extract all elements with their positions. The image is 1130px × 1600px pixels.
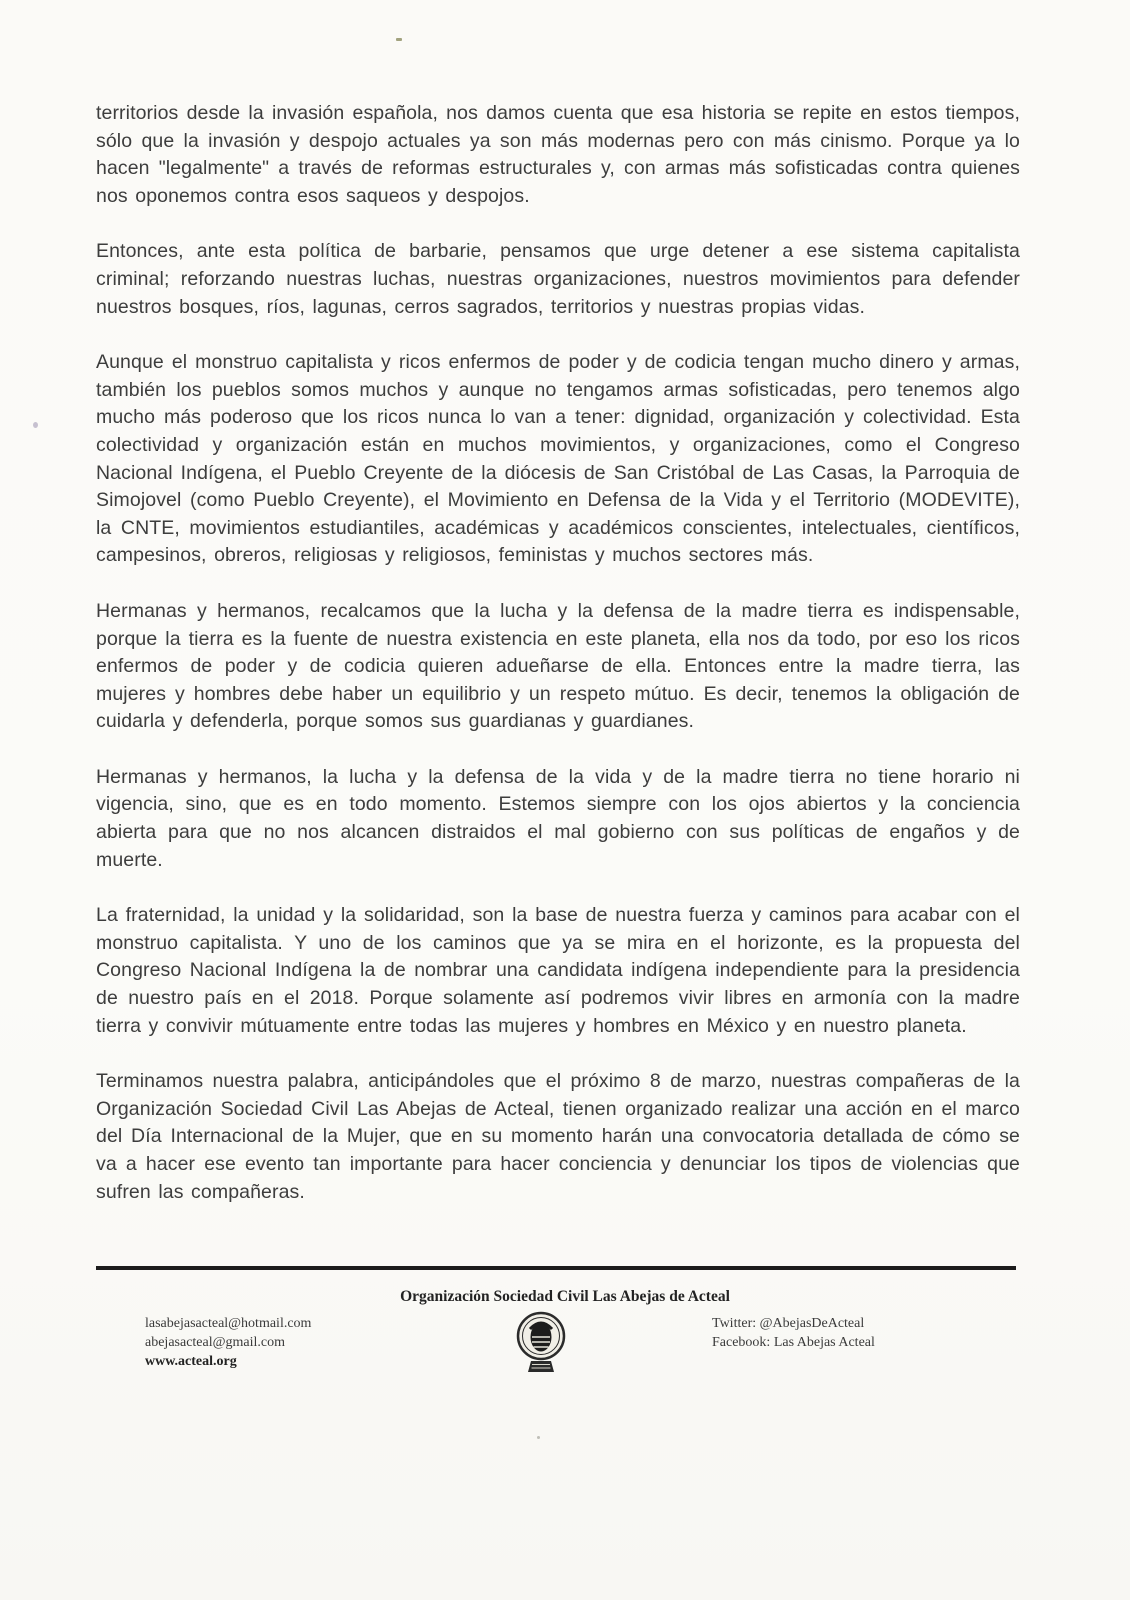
body-paragraph: Hermanas y hermanos, la lucha y la defensa de la vida y de la madre tierra no tiene horario ni vigencia, sino, que es en todo momento. Estemos siempre con los ojos abiertos y la conciencia abierta para que no nos alcancen distraidos el mal gobierno con sus políticas de engaños y de muerte.: [96, 765, 1020, 871]
footer-org-name: Organización Sociedad Civil Las Abejas de Acteal: [400, 1288, 730, 1305]
scan-artifact-left-speck: [33, 422, 38, 428]
scan-artifact-top-dash: [396, 38, 402, 41]
footer-email-hotmail: lasabejasacteal@hotmail.com: [145, 1316, 312, 1331]
bee-emblem-icon: [514, 1363, 568, 1380]
footer-email-gmail: abejasacteal@gmail.com: [145, 1335, 285, 1350]
letter-body: [96, 100, 1020, 1234]
footer-website: www.acteal.org: [145, 1354, 237, 1369]
footer-contact-block: [145, 1314, 311, 1371]
acteal-logo: [514, 1310, 568, 1376]
footer-divider: [96, 1266, 1016, 1270]
body-paragraph: Terminamos nuestra palabra, anticipándoles que el próximo 8 de marzo, nuestras compañeras de la Organización Sociedad Civil Las Abejas de Acteal, tienen organizado realizar una acción en el marco del Día Internacional de la Mujer, que en su momento harán una convocatoria detallada de cómo se va a hacer ese evento tan importante para hacer conciencia y denunciar los tipos de violencias que sufren las compañeras.: [96, 1070, 1020, 1203]
body-paragraph: territorios desde la invasión española, nos damos cuenta que esa historia se repite en estos tiempos, sólo que la invasión y despojo actuales ya son más modernas pero con más cinismo. Porque ya lo hacen "legalmente" a través de reformas estructurales y, con armas más sofisticadas contra quienes nos oponemos contra esos saqueos y despojos.: [96, 102, 1020, 207]
body-paragraph: Entonces, ante esta política de barbarie, pensamos que urge detener a ese sistema capitalista criminal; reforzando nuestras luchas, nuestras organizaciones, nuestros movimientos para defender nuestros bosques, ríos, lagunas, cerros sagrados, territorios y nuestras propias vidas.: [96, 240, 1020, 318]
footer-social-block: [712, 1314, 875, 1352]
footer-facebook: Facebook: Las Abejas Acteal: [712, 1335, 875, 1350]
scan-artifact-bottom-speck: [537, 1436, 540, 1439]
body-paragraph: La fraternidad, la unidad y la solidaridad, son la base de nuestra fuerza y caminos para acabar con el monstruo capitalista. Y uno de los caminos que ya se mira en el horizonte, es la propuesta del Congreso Nacional Indígena la de nombrar una candidata indígena independiente para la presidencia de nuestro país en el 2018. Porque solamente así podremos vivir libres en armonía con la madre tierra y convivir mútuamente entre todas las mujeres y hombres en México y en nuestro planeta.: [96, 904, 1020, 1037]
body-paragraph: Aunque el monstruo capitalista y ricos enfermos de poder y de codicia tengan mucho dinero y armas, también los pueblos somos muchos y aunque no tengamos armas sofisticadas, pero tenemos algo mucho más poderoso que los ricos nunca lo van a tener: dignidad, organización y colectividad. Esta colectividad y organización están en muchos movimientos, y organizaciones, como el Congreso Nacional Indígena, el Pueblo Creyente de la diócesis de San Cristóbal de Las Casas, la Parroquia de Simojovel (como Pueblo Creyente), el Movimiento en Defensa de la Vida y el Territorio (MODEVITE), la CNTE, movimientos estudiantiles, académicas y académicos conscientes, intelectuales, científicos, campesinos, obreros, religiosas y religiosos, feministas y muchos sectores más.: [96, 351, 1020, 567]
body-paragraph: Hermanas y hermanos, recalcamos que la lucha y la defensa de la madre tierra es indispensable, porque la tierra es la fuente de nuestra existencia en este planeta, ella nos da todo, por eso los ricos enfermos de poder y de codicia quieren adueñarse de ella. Entonces entre la madre tierra, las mujeres y hombres debe haber un equilibrio y un respeto mútuo. Es decir, tenemos la obligación de cuidarla y defenderla, porque somos sus guardianas y guardianes.: [96, 599, 1020, 733]
footer-twitter: Twitter: @AbejasDeActeal: [712, 1316, 865, 1331]
